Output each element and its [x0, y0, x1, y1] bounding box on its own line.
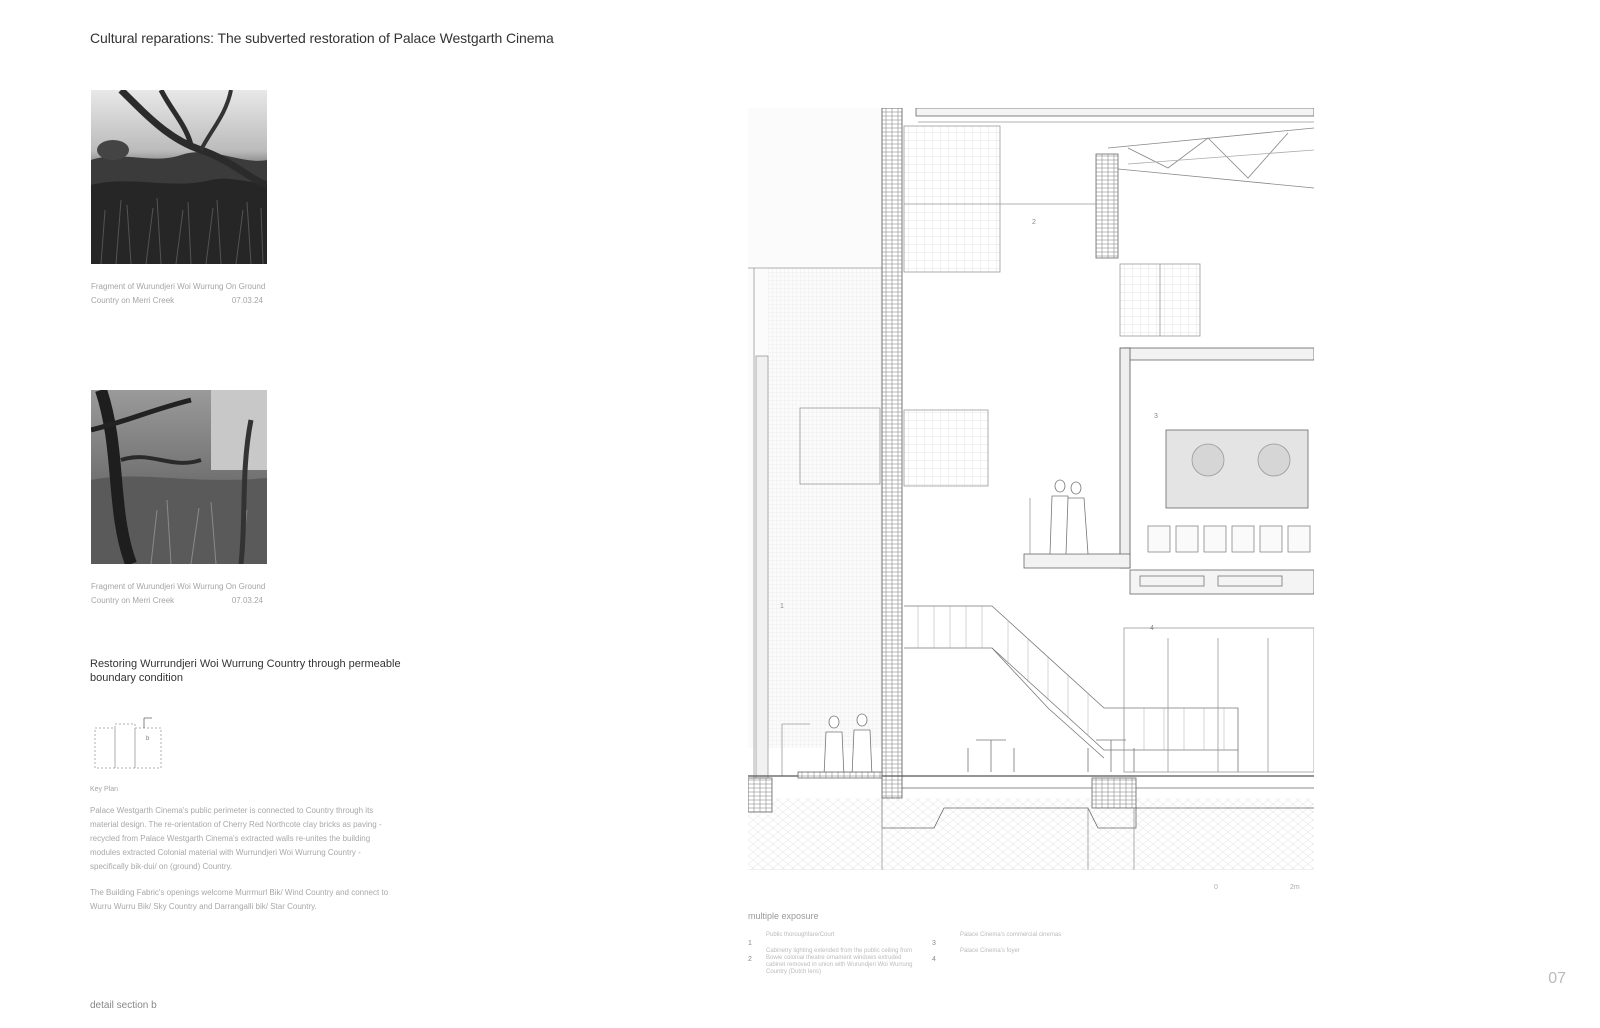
photo-caption-2	[91, 580, 267, 608]
callout-3: 3	[1154, 413, 1158, 420]
legend-text-2: Cabinetry lighting extended from the public ceiling from Bowie colonial theatre ornament windows extruded cabinet removed in union with Wurundjeri Woi Wurrung Country (Dutch lens)	[766, 948, 913, 975]
page-title: Cultural reparations: The subverted restoration of Palace Westgarth Cinema	[90, 30, 554, 46]
section-drawing-svg	[748, 108, 1314, 870]
legend-text-4: Palace Cinema's foyer	[960, 948, 1020, 954]
photo-caption-1	[91, 280, 267, 308]
legend-item-4	[932, 948, 1112, 966]
callout-2: 2	[1032, 219, 1036, 226]
scale-start: 0	[1214, 884, 1218, 891]
photo-caption-2-line2: Country on Merri Creek	[91, 596, 175, 605]
callout-4: 4	[1150, 625, 1154, 632]
body-paragraph-2: The Building Fabric's openings welcome Murrmurl Bik/ Wind Country and connect to Wurru Wurru Bik/ Sky Country and Darrangalli bik/ Star Country.	[90, 888, 389, 911]
creek-photo-1-image	[91, 90, 267, 264]
photo-date-1: 07.03.24	[231, 296, 263, 305]
legend-title: multiple exposure	[748, 911, 819, 921]
creek-photo-2-image	[91, 390, 267, 564]
page-number: 07	[1548, 970, 1566, 987]
creek-photo-1	[91, 90, 267, 264]
photo-caption-1-line2: Country on Merri Creek	[91, 296, 175, 305]
legend-text-1: Public thoroughfare/Court	[766, 932, 835, 938]
photo-date-2: 07.03.24	[231, 596, 263, 605]
scale-end: 2m	[1290, 884, 1300, 891]
detail-section-drawing	[748, 108, 1314, 875]
legend-num-3: 3	[932, 940, 936, 947]
section-subheading: Restoring Wurrundjeri Woi Wurrung Country through permeable boundary condition	[90, 658, 401, 684]
body-paragraph-1: Palace Westgarth Cinema's public perimeter is connected to Country through its material design. The re-orientation of Cherry Red Northcote clay bricks as paving - recycled from Palace Westgarth Cinema's extracted walls re-unites the building modules extracted Colonial material with Wurrundjeri Woi Wurrung Country - specifically bik-dui/ on (ground) Country.	[90, 806, 382, 871]
key-plan	[94, 716, 174, 777]
legend-item-2	[748, 948, 928, 975]
legend-num-2: 2	[748, 956, 752, 963]
section-label: detail section b	[90, 1000, 157, 1011]
legend-num-4: 4	[932, 956, 936, 963]
legend-text-3: Palace Cinema's commercial cinemas	[960, 932, 1062, 938]
photo-caption-1-line1: Fragment of Wurundjeri Woi Wurrung On Ground	[91, 282, 266, 291]
key-plan-diagram	[94, 716, 174, 772]
key-plan-label: Key Plan	[90, 786, 119, 793]
callout-1: 1	[780, 603, 784, 610]
creek-photo-2	[91, 390, 267, 564]
photo-caption-2-line1: Fragment of Wurundjeri Woi Wurrung On Ground	[91, 582, 266, 591]
legend-num-1: 1	[748, 940, 752, 947]
key-plan-marker: b	[146, 736, 150, 742]
